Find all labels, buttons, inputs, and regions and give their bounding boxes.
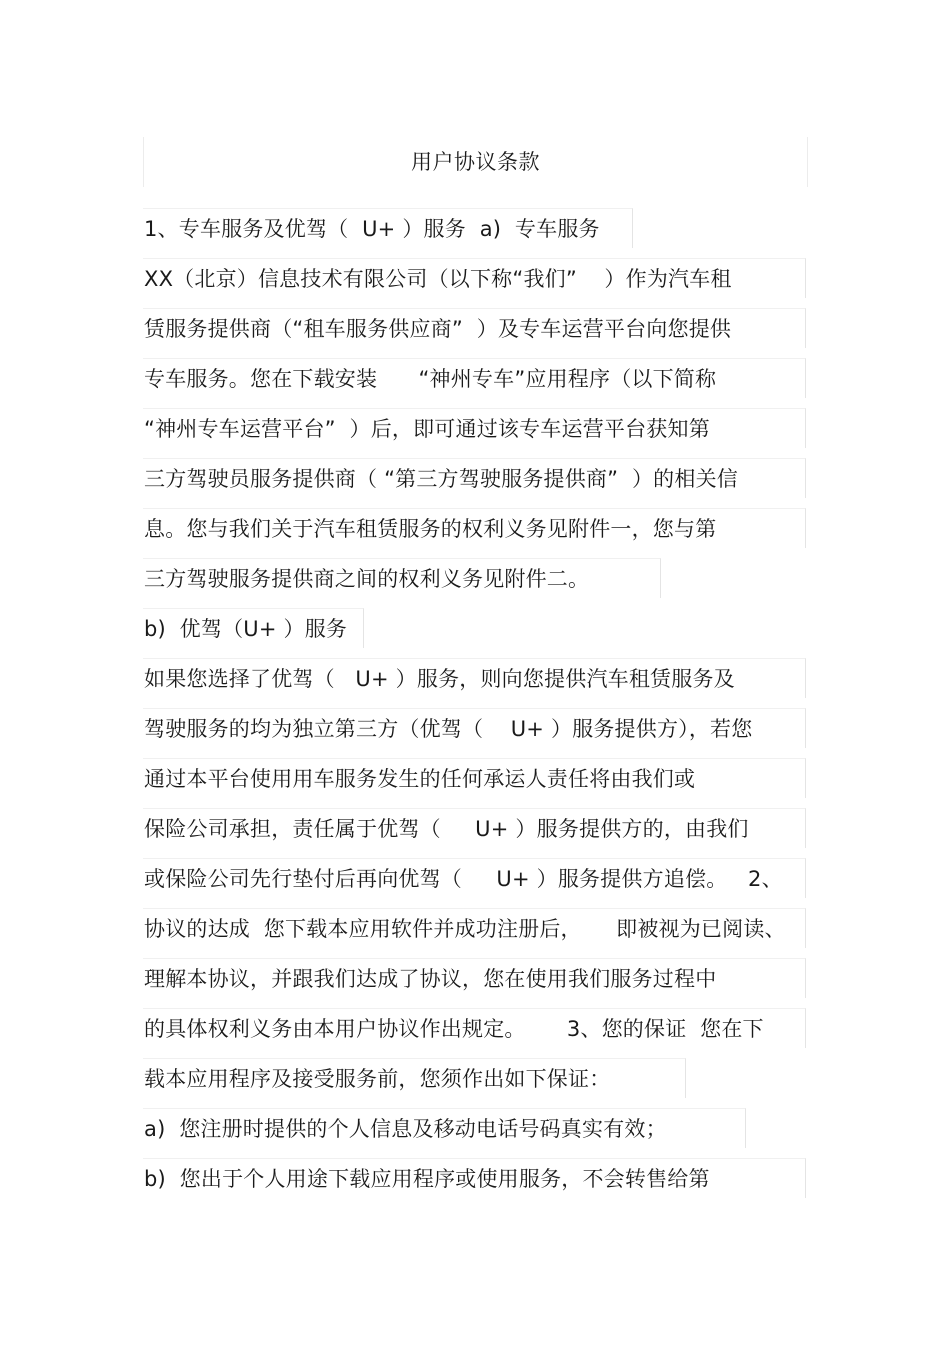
line-text: 保险公司承担，责任属于优驾（ U+ ）服务提供方的，由我们 bbox=[144, 817, 749, 841]
line-text: 通过本平台使用用车服务发生的任何承运人责任将由我们或 bbox=[144, 767, 696, 791]
text-line bbox=[143, 858, 806, 898]
line-text: 三方驾驶服务提供商之间的权利义务见附件二。 bbox=[144, 567, 590, 591]
text-line bbox=[143, 708, 806, 748]
text-line bbox=[143, 758, 806, 798]
text-line bbox=[143, 358, 806, 398]
line-text: 驾驶服务的均为独立第三方（优驾（ U+ ）服务提供方），若您 bbox=[144, 717, 753, 741]
text-line bbox=[143, 508, 806, 548]
line-text: “神州专车运营平台” ）后，即可通过该专车运营平台获知第 bbox=[144, 417, 710, 441]
line-text: 专车服务。您在下载安装 “神州专车”应用程序（以下简称 bbox=[144, 367, 717, 391]
line-text: 息。您与我们关于汽车租赁服务的权利义务见附件一，您与第 bbox=[144, 517, 717, 541]
text-line bbox=[143, 808, 806, 848]
line-text: 三方驾驶员服务提供商（ “第三方驾驶服务提供商” ）的相关信 bbox=[144, 467, 738, 491]
line-text: 如果您选择了优驾（ U+ ）服务，则向您提供汽车租赁服务及 bbox=[144, 667, 735, 691]
line-text: 或保险公司先行垫付后再向优驾（ U+ ）服务提供方追偿。 2、 bbox=[144, 867, 783, 891]
text-line bbox=[143, 408, 806, 448]
line-text: XX（北京）信息技术有限公司（以下称“我们” ）作为汽车租 bbox=[144, 267, 732, 291]
text-line bbox=[143, 658, 806, 698]
line-text: 赁服务提供商（“租车服务供应商” ）及专车运营平台向您提供 bbox=[144, 317, 732, 341]
line-text: 载本应用程序及接受服务前，您须作出如下保证： bbox=[144, 1067, 611, 1091]
line-text: 1、专车服务及优驾（ U+ ）服务 a) 专车服务 bbox=[144, 217, 600, 241]
text-line bbox=[143, 1108, 746, 1148]
text-line bbox=[143, 558, 661, 598]
text-line bbox=[143, 608, 364, 648]
line-text: b) 优驾（U+ ）服务 bbox=[144, 617, 348, 641]
text-line bbox=[143, 1058, 686, 1098]
document-title: 用户协议条款 bbox=[411, 150, 540, 174]
text-line bbox=[143, 208, 633, 248]
line-text: 的具体权利义务由本用户协议作出规定。 3、您的保证 您在下 bbox=[144, 1017, 764, 1041]
line-text: 协议的达成 您下载本应用软件并成功注册后， 即被视为已阅读、 bbox=[144, 917, 786, 941]
text-line bbox=[143, 258, 806, 298]
line-text: 理解本协议，并跟我们达成了协议，您在使用我们服务过程中 bbox=[144, 967, 717, 991]
text-line bbox=[143, 1008, 806, 1048]
line-text: b) 您出于个人用途下载应用程序或使用服务，不会转售给第 bbox=[144, 1167, 710, 1191]
text-line bbox=[143, 908, 806, 948]
line-text: a) 您注册时提供的个人信息及移动电话号码真实有效； bbox=[144, 1117, 667, 1141]
title-row bbox=[143, 137, 808, 187]
text-line bbox=[143, 1158, 806, 1198]
text-line bbox=[143, 458, 806, 498]
text-line bbox=[143, 958, 806, 998]
text-line bbox=[143, 308, 806, 348]
